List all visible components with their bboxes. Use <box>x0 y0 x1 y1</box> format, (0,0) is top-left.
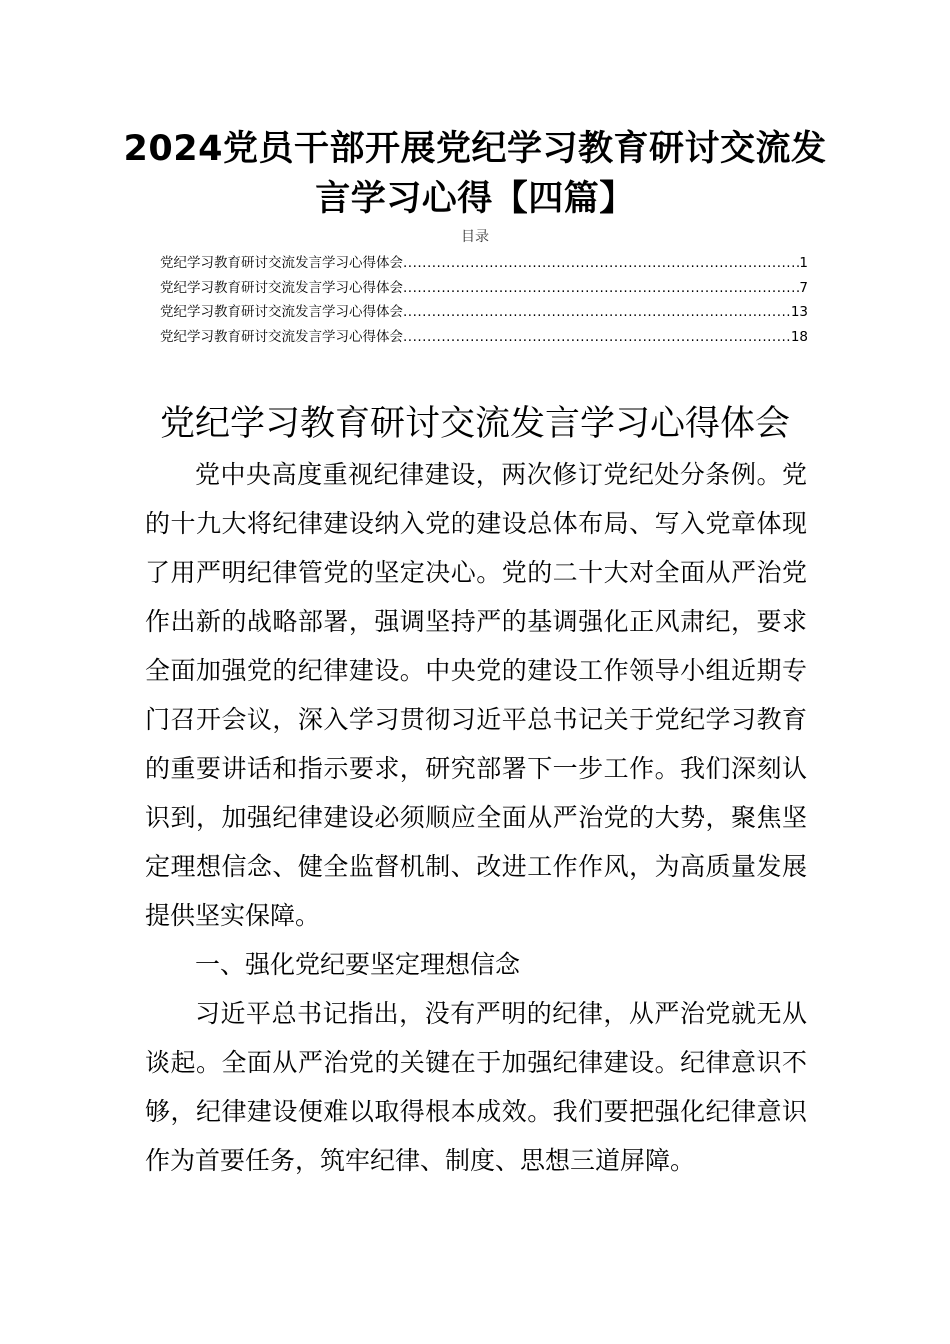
toc-heading: 目录 <box>461 229 489 245</box>
toc-entry-page: 18 <box>790 328 808 345</box>
toc-entry[interactable] <box>160 276 808 301</box>
toc-entry-page: 13 <box>790 304 808 320</box>
toc-entry-page: 1 <box>799 255 808 271</box>
body-paragraph: 习近平总书记指出，没有严明的纪律，从严治党就无从谈起。全面从严治党的关键在于加强纪律建设。纪律意识不够，纪律建设便难以取得根本成效。我们要把强化纪律意识作为首要任务，筑牢纪律、制度、思想三道屏障。 <box>145 999 807 1175</box>
toc-entry-label: 党纪学习教育研讨交流发言学习心得体会 <box>160 279 403 296</box>
body-paragraph: 党中央高度重视纪律建设，两次修订党纪处分条例。党的十九大将纪律建设纳入党的建设总体布局、写入党章体现了用严明纪律管党的坚定决心。党的二十大对全面从严治党作出新的战略部署，强调坚持严的基调强化正风肃纪，要求全面加强党的纪律建设。中央党的建设工作领导小组近期专门召开会议，深入学习贯彻习近平总书记关于党纪学习教育的重要讲话和指示要求，研究部署下一步工作。我们深刻认识到，加强纪律建设必须顺应全面从严治党的大势，聚焦坚定理想信念、健全监督机制、改进工作作风，为高质量发展提供坚实保障。 <box>145 460 807 930</box>
toc-entry[interactable] <box>160 300 808 325</box>
article-title: 党纪学习教育研讨交流发言学习心得体会 <box>159 404 790 444</box>
toc-entry-label: 党纪学习教育研讨交流发言学习心得体会 <box>160 328 403 345</box>
document-title: 2024党员干部开展党纪学习教育研讨交流发言学习心得【四篇】 <box>123 129 827 219</box>
toc-entry-label: 党纪学习教育研讨交流发言学习心得体会 <box>160 255 403 271</box>
toc-entry-label: 党纪学习教育研讨交流发言学习心得体会 <box>160 304 403 320</box>
toc-leader-dots <box>403 276 799 301</box>
table-of-contents <box>160 251 808 349</box>
article-body <box>145 450 807 1185</box>
toc-entry-page: 7 <box>799 279 808 296</box>
toc-leader-dots <box>403 325 791 350</box>
toc-entry[interactable] <box>160 325 808 350</box>
toc-entry[interactable] <box>160 251 808 276</box>
section-heading: 一、强化党纪要坚定理想信念 <box>195 950 521 979</box>
toc-leader-dots <box>403 251 799 276</box>
toc-leader-dots <box>403 300 791 325</box>
